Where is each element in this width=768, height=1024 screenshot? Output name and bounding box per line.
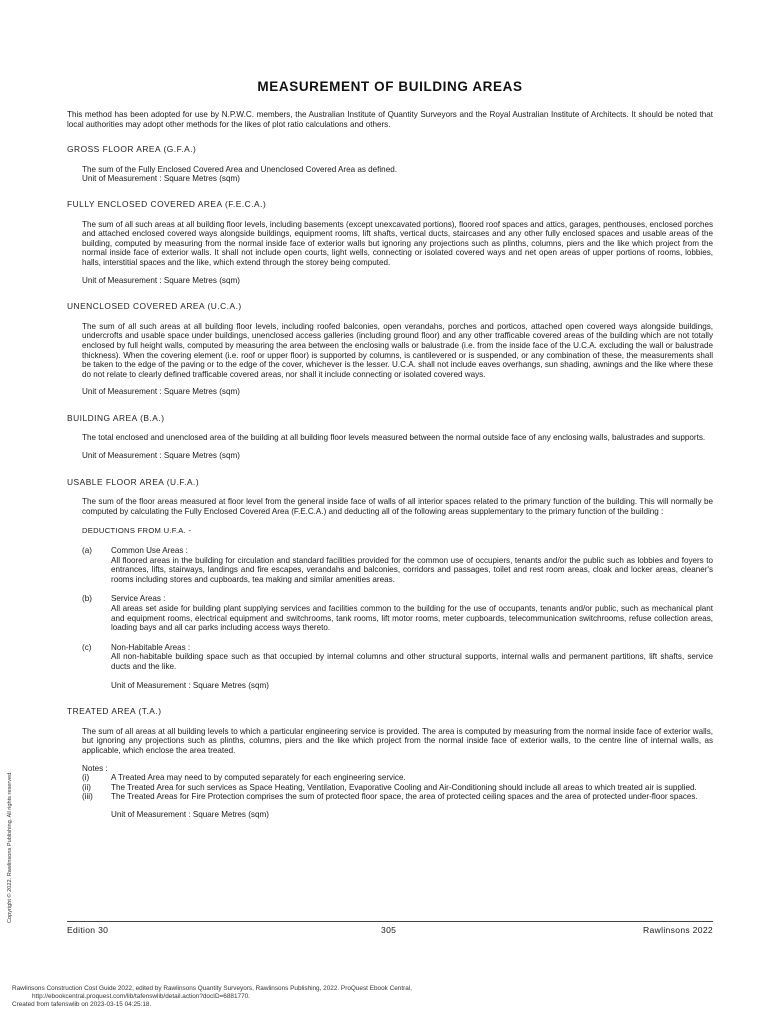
page-title: MEASUREMENT OF BUILDING AREAS [257, 79, 523, 94]
feca-heading: FULLY ENCLOSED COVERED AREA (F.E.C.A.) [67, 198, 267, 209]
gfa-heading: GROSS FLOOR AREA (G.F.A.) [67, 144, 197, 155]
deduction-text: All floored areas in the building for circulation and standard facilities provided for the common use of occupiers, tenants and/or the public such as lobbies and foyers to entrances, lifts, stairways, landings and fire escapes, verandahs and balconies, corridors and passages, toilet and rest room areas, cloak and locker areas, cleaner's rooms including stores and cupboards, tea making and similar amenities areas. [111, 555, 713, 584]
ufa-text: The sum of the floor areas measured at floor level from the general inside face of walls of all interior spaces related to the primary function of the building. This will normally be computed by calculating the Fully Enclosed Covered Area (F.E.C.A.) and deducting all of the following areas supplementary to the primary function of the building : [82, 497, 713, 516]
note-marker: (i) [82, 773, 90, 783]
uca-text: The sum of all such areas at all building floor levels, including roofed balconies, open verandahs, porches and porticos, attached open covered ways alongside buildings, undercrofts and usable space under buildings, unenclosed access galleries (including ground floor) and any other trafficable covered areas of the building which are not totally enclosed by full height walls, computed by measuring the area between the enclosing walls or balustrade (i.e. from the inside face of the U.C.A. excluding the wall or balustrade thickness). When the covering element (i.e. roof or upper floor) is supported by columns, is cantilevered or is suspended, or any combination of these, the measurements shall be taken to the edge of the paving or to the edge of the cover, whichever is the lesser. U.C.A. shall not include eaves overhangs, sun shading, awnings and the like where these do not relate to clearly defined trafficable covered areas, nor shall it include connecting or isolated covered ways. [82, 321, 713, 379]
note-text: The Treated Areas for Fire Protection comprises the sum of protected floor space, the area of protected ceiling spaces and the area of protected under-floor spaces. [111, 792, 698, 802]
intro-paragraph: This method has been adopted for use by N.P.W.C. members, the Australian Institute of Quantity Surveyors and the Royal Australian Institute of Architects. It should be noted that local authorities may adopt other methods for the likes of plot ratio calculations and others. [67, 110, 713, 129]
ba-unit: Unit of Measurement : Square Metres (sqm) [82, 451, 240, 461]
note-text: The Treated Area for such services as Space Heating, Ventilation, Evaporative Cooling and Air-Conditioning should include all areas to which treated air is supplied. [111, 782, 697, 792]
footer-page-number: 305 [381, 925, 397, 935]
deduction-title: Non-Habitable Areas : [111, 642, 191, 652]
footer-brand: Rawlinsons 2022 [643, 925, 713, 935]
citation-block [12, 985, 412, 1009]
deduction-item [67, 546, 713, 584]
uca-heading: UNENCLOSED COVERED AREA (U.C.A.) [67, 301, 242, 312]
footer-divider [67, 921, 713, 922]
deduction-title: Common Use Areas : [111, 546, 188, 556]
deduction-text: All areas set aside for building plant supplying services and facilities common to the building for the use of occupants, tenants and/or public, such as mechanical plant and equipment rooms, electrical equipment and switchrooms, tank rooms, lift motor rooms, meter cupboards, telecommunication switchrooms, refuse collection areas, loading bays and all car parks including access ways thereto. [111, 604, 713, 633]
deduction-item [67, 594, 713, 632]
note-item [67, 773, 713, 783]
ba-text: The total enclosed and unenclosed area of the building at all building floor levels measured between the normal outside face of any enclosing walls, balustrades and supports. [82, 433, 706, 443]
citation-link[interactable]: http://ebookcentral.proquest.com/lib/tafenswlib/detail.action?docID=6881770. [32, 993, 250, 1000]
note-marker: (ii) [82, 782, 91, 792]
document-body [67, 110, 713, 820]
ufa-heading: USABLE FLOOR AREA (U.F.A.) [67, 476, 200, 487]
ufa-unit: Unit of Measurement : Square Metres (sqm) [111, 680, 269, 690]
gfa-unit: Unit of Measurement : Square Metres (sqm) [82, 174, 240, 184]
deduction-item [67, 643, 713, 672]
note-text: A Treated Area may need to by computed separately for each engineering service. [111, 773, 406, 783]
gfa-text: The sum of the Fully Enclosed Covered Area and Unenclosed Covered Area as defined. [82, 164, 397, 174]
side-copyright: Copyright © 2022. Rawlinsons Publishing. All rights reserved. [7, 771, 13, 923]
deduction-marker: (c) [82, 642, 92, 652]
deduction-marker: (b) [82, 594, 92, 604]
note-item [67, 792, 713, 802]
ta-heading: TREATED AREA (T.A.) [67, 706, 162, 717]
uca-unit: Unit of Measurement : Square Metres (sqm) [82, 387, 240, 397]
note-item [67, 783, 713, 793]
deduction-marker: (a) [82, 546, 92, 556]
ba-heading: BUILDING AREA (B.A.) [67, 412, 165, 423]
citation-created: Created from tafenswlib on 2023-03-15 04:25:18. [12, 1001, 152, 1008]
ta-unit: Unit of Measurement : Square Metres (sqm) [111, 809, 269, 819]
deductions-heading: DEDUCTIONS FROM U.F.A. - [82, 526, 192, 536]
feca-text: The sum of all such areas at all building floor levels, including basements (except unexcavated portions), floored roof spaces and attics, garages, penthouses, enclosed porches and attached enclosed covered ways alongside buildings, equipment rooms, lift shafts, vertical ducts, staircases and any other fully enclosed spaces and usable areas of the building, computed by measuring from the normal inside face of exterior walls but ignoring any projections such as plinths, columns, piers and the like which project from the normal inside face of exterior walls. It shall not include open courts, light wells, connecting or isolated covered ways and net open areas of upper portions of rooms, lobbies, halls, interstitial spaces and the like, which extend through the storey being computed. [82, 219, 713, 267]
ta-text: The sum of all areas at all building levels to which a particular engineering service is provided. The area is computed by measuring from the normal inside face of exterior walls, but ignoring any projections such as plinths, columns, piers and the like which project from the normal inside face of exterior walls, to the centre line of internal walls, as applicable, which enclose the area treated. [82, 726, 713, 755]
notes-heading: Notes : [82, 763, 108, 773]
feca-unit: Unit of Measurement : Square Metres (sqm) [82, 275, 240, 285]
citation-line: Rawlinsons Construction Cost Guide 2022, edited by Rawlinsons Quantity Surveyors, Rawlinsons Publishing, 2022. ProQuest Ebook Central, [12, 985, 412, 992]
deduction-title: Service Areas : [111, 594, 166, 604]
footer-edition: Edition 30 [67, 925, 109, 935]
deduction-text: All non-habitable building space such as that occupied by internal columns and other structural supports, internal walls and permanent partitions, lift shafts, service ducts and the like. [111, 652, 713, 671]
note-marker: (iii) [82, 792, 93, 802]
